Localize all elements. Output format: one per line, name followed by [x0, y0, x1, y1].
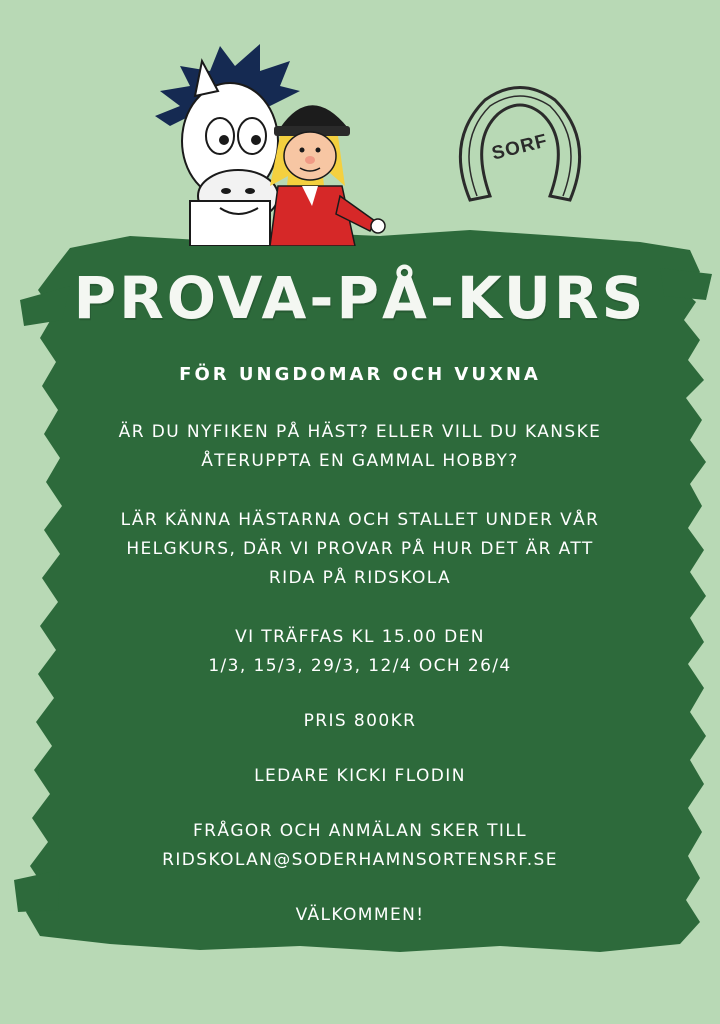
schedule-dates: 1/3, 15/3, 29/3, 12/4 OCH 26/4 — [208, 656, 512, 676]
contact-paragraph — [60, 817, 660, 875]
intro-paragraph — [60, 418, 660, 476]
description-line: LÄR KÄNNA HÄSTARNA OCH STALLET UNDER VÅR — [120, 510, 600, 530]
price-text: PRIS 800KR — [303, 711, 417, 731]
logo-text: SORF — [489, 130, 550, 165]
horse-and-rider-icon — [150, 36, 400, 246]
closing-text: VÄLKOMMEN! — [295, 905, 425, 925]
schedule-paragraph — [60, 623, 660, 681]
description-line: HELGKURS, DÄR VI PROVAR PÅ HUR DET ÄR ATT — [126, 539, 594, 559]
leader-text: LEDARE KICKI FLODIN — [254, 766, 466, 786]
poster-title: PROVA-PÅ-KURS — [73, 264, 647, 332]
description-line: RIDA PÅ RIDSKOLA — [268, 568, 452, 588]
contact-email[interactable]: RIDSKOLAN@SODERHAMNSORTENSRF.SE — [162, 850, 558, 870]
poster-subtitle: FÖR UNGDOMAR OCH VUXNA — [179, 364, 541, 385]
description-paragraph — [60, 506, 660, 593]
schedule-line: VI TRÄFFAS KL 15.00 DEN — [235, 627, 485, 647]
contact-line: FRÅGOR OCH ANMÄLAN SKER TILL — [192, 821, 528, 841]
intro-line: ÄR DU NYFIKEN PÅ HÄST? ELLER VILL DU KANSKE — [118, 422, 602, 442]
poster-content — [60, 258, 660, 930]
intro-line: ÅTERUPPTA EN GAMMAL HOBBY? — [201, 451, 519, 471]
